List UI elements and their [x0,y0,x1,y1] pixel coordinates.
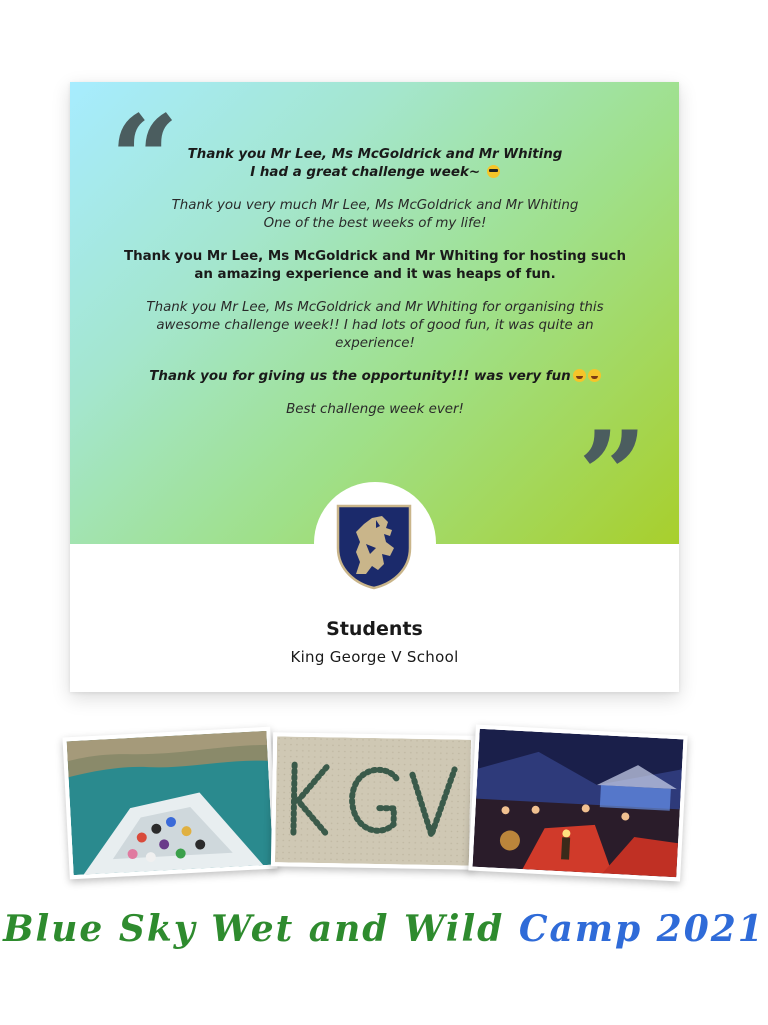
testimonial-1: Thank you Mr Lee, Ms McGoldrick and Mr Whiting I had a great challenge week~ [187,147,563,180]
grinning-emoji-icon [588,369,601,382]
testimonial-5: Thank you for giving us the opportunity!!! was very fun [110,368,640,386]
boat-photo-image [67,731,274,875]
boat-photo [62,727,277,880]
grinning-emoji-icon [573,369,586,382]
testimonial-card [70,82,679,692]
testimonial-2: Thank you very much Mr Lee, Ms McGoldrick and Mr Whiting One of the best weeks of my life! [171,198,579,231]
kgv-beach-photo-image [275,736,471,865]
testimonial-list [110,146,640,434]
author-name: Students [326,618,423,640]
night-camp-photo [468,725,687,882]
camp-title [0,908,768,950]
testimonial-6: Best challenge week ever! [286,402,464,417]
night-camp-photo-image [473,729,684,877]
camp-title-part-2: Camp 2021 [518,908,765,950]
close-quote-icon: ” [578,405,648,546]
sunglasses-emoji-icon [487,165,500,178]
kgv-beach-photo [271,732,475,870]
camp-title-part-1: Blue Sky Wet and Wild [3,908,505,950]
author-school: King George V School [290,648,459,666]
open-quote-icon: “ [110,89,180,230]
school-crest-lion-icon [336,504,412,590]
testimonial-3: Thank you Mr Lee, Ms McGoldrick and Mr Whiting for hosting such an amazing experience and it was heaps of fun. [123,249,627,282]
testimonial-4: Thank you Mr Lee, Ms McGoldrick and Mr Whiting for organising this awesome challenge week!! I had lots of good fun, it was quite an experience! [146,300,604,351]
testimonial-gradient-panel [70,82,679,544]
